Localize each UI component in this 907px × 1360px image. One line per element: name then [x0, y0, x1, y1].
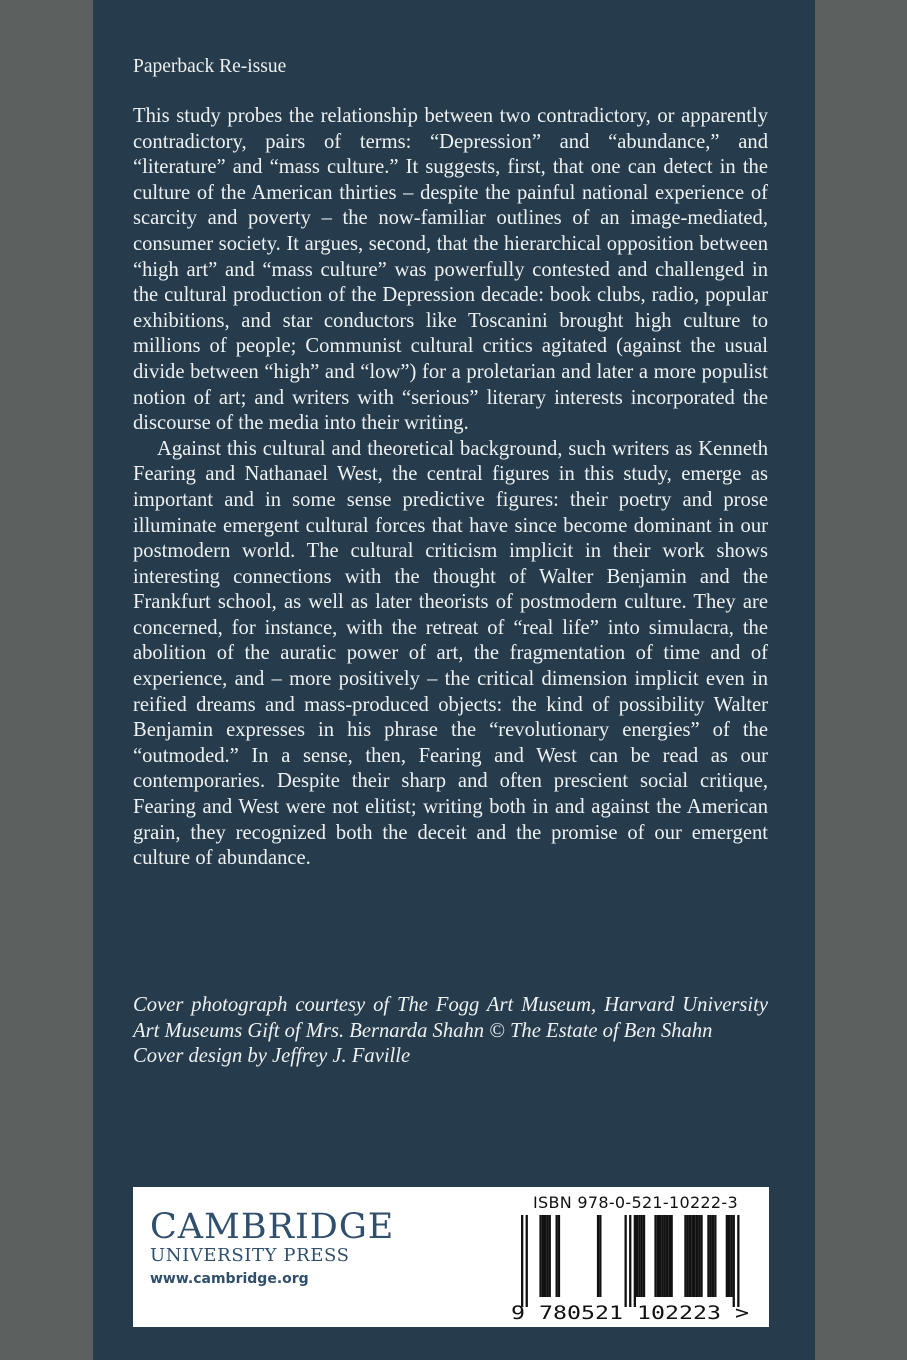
- barcode-bar: [625, 1215, 627, 1307]
- barcode-bar: [539, 1215, 541, 1297]
- barcode-bar: [737, 1215, 739, 1307]
- barcode-bar: [544, 1215, 546, 1297]
- barcode-bar: [638, 1215, 640, 1297]
- barcode-bar: [668, 1215, 670, 1297]
- barcode-bar: [657, 1215, 659, 1297]
- barcode-bar: [671, 1215, 673, 1297]
- barcode-bar: [728, 1215, 730, 1297]
- barcode-bar: [546, 1215, 548, 1297]
- barcode-bar: [661, 1215, 663, 1297]
- barcode-bar: [654, 1215, 656, 1297]
- barcode-bar: [659, 1215, 661, 1297]
- photo-credit: Cover photograph courtesy of The Fogg Art Museum, Harvard University Art Museums Gift of Mrs. Bernarda Shahn © The Estate of Ben Shahn: [133, 994, 768, 1042]
- barcode-bar: [641, 1215, 643, 1297]
- barcode-bar: [629, 1215, 631, 1307]
- blurb-paragraph-1: This study probes the relationship between two contradictory, or apparently contradictory, pairs of terms: “Depression” and “abundance,” and “literature” and “mass culture.” It suggests, first, that one can detect in the culture of the American thirties – despite the painful national experience of scarcity and poverty – the now-familiar outlines of an image-mediated, consumer society. It argues, second, that the hierarchical opposition between “high art” and “mass culture” was powerfully contested and challenged in the cultural production of the Depression decade: book clubs, radio, popular exhibitions, and star conductors like Toscanini brought high culture to millions of people; Communist cultural critics agitated (against the usual divide between “high” and “low”) for a proletarian and later a more populist notion of art; and writers with “serious” literary interests incorporated the discourse of the media into their writing.: [133, 105, 768, 435]
- barcode-panel: [133, 1187, 769, 1327]
- barcode-bar: [542, 1215, 544, 1297]
- barcode-bar: [733, 1215, 735, 1307]
- barcode-bar: [707, 1215, 709, 1297]
- barcode-bar: [643, 1215, 645, 1297]
- publisher-logo-name: CAMBRIDGE: [150, 1207, 395, 1247]
- barcode-bar: [636, 1215, 638, 1297]
- design-credit: Cover design by Jeffrey J. Faville: [133, 1045, 411, 1068]
- barcode-bar: [666, 1215, 668, 1297]
- cover-credits: [133, 993, 768, 1070]
- edition-heading: Paperback Re-issue: [133, 56, 287, 77]
- barcode-bar: [710, 1215, 712, 1297]
- barcode-bar: [712, 1215, 714, 1297]
- publisher-logo-press: UNIVERSITY PRESS: [150, 1245, 350, 1266]
- barcode-bar: [694, 1215, 696, 1297]
- barcode-bar: [664, 1215, 666, 1297]
- barcode-bar: [689, 1215, 691, 1297]
- blurb-paragraph-2: Against this cultural and theoretical background, such writers as Kenneth Fearing and Nathanael West, the central figures in this study, emerge as important and in some sense predictive figures: their poetry and prose illuminate emergent cultural forces that have since become dominant in our postmodern world. The cultural criticism implicit in their work shows interesting connections with the thought of Walter Benjamin and the Frankfurt school, as well as later theorists of postmodern culture. They are concerned, for instance, with the retreat of “real life” into simulacra, the abolition of the auratic power of art, the fragmentation of time and of experience, and – more positively – the critical dimension implicit even in reified dreams and mass-produced objects: the kind of possibility Walter Benjamin expresses in his phrase the “revolutionary energies” of the “outmoded.” In a sense, then, Fearing and West can be read as our contemporaries. Despite their sharp and often prescient social critique, Fearing and West were not elitist; writing both in and against the American grain, they recognized both the deceit and the promise of our emergent culture of abundance.: [133, 437, 768, 870]
- barcode-bar: [687, 1215, 689, 1297]
- barcode-digits: 9 780521 102223 >: [511, 1302, 749, 1323]
- barcode-bar: [556, 1215, 558, 1297]
- barcode-bar: [698, 1215, 700, 1297]
- isbn-label: ISBN 978-0-521-10222-3: [533, 1193, 738, 1212]
- barcode-bars: [521, 1215, 740, 1307]
- barcode-bar: [526, 1215, 528, 1307]
- barcode-bar: [684, 1215, 686, 1297]
- barcode-bar: [730, 1215, 732, 1297]
- publisher-url: www.cambridge.org: [150, 1271, 309, 1287]
- barcode-bar: [634, 1215, 636, 1307]
- barcode-bar: [726, 1215, 728, 1297]
- isbn-barcode: [505, 1215, 755, 1323]
- blurb: [133, 104, 768, 872]
- barcode-bar: [597, 1215, 599, 1297]
- barcode-bar: [599, 1215, 601, 1297]
- barcode-bar: [696, 1215, 698, 1297]
- barcode-bar: [714, 1215, 716, 1297]
- barcode-bar: [549, 1215, 551, 1297]
- barcode-bar: [691, 1215, 693, 1297]
- barcode-bar: [700, 1215, 702, 1297]
- barcode-bar: [521, 1215, 523, 1307]
- barcode-bar: [558, 1215, 560, 1297]
